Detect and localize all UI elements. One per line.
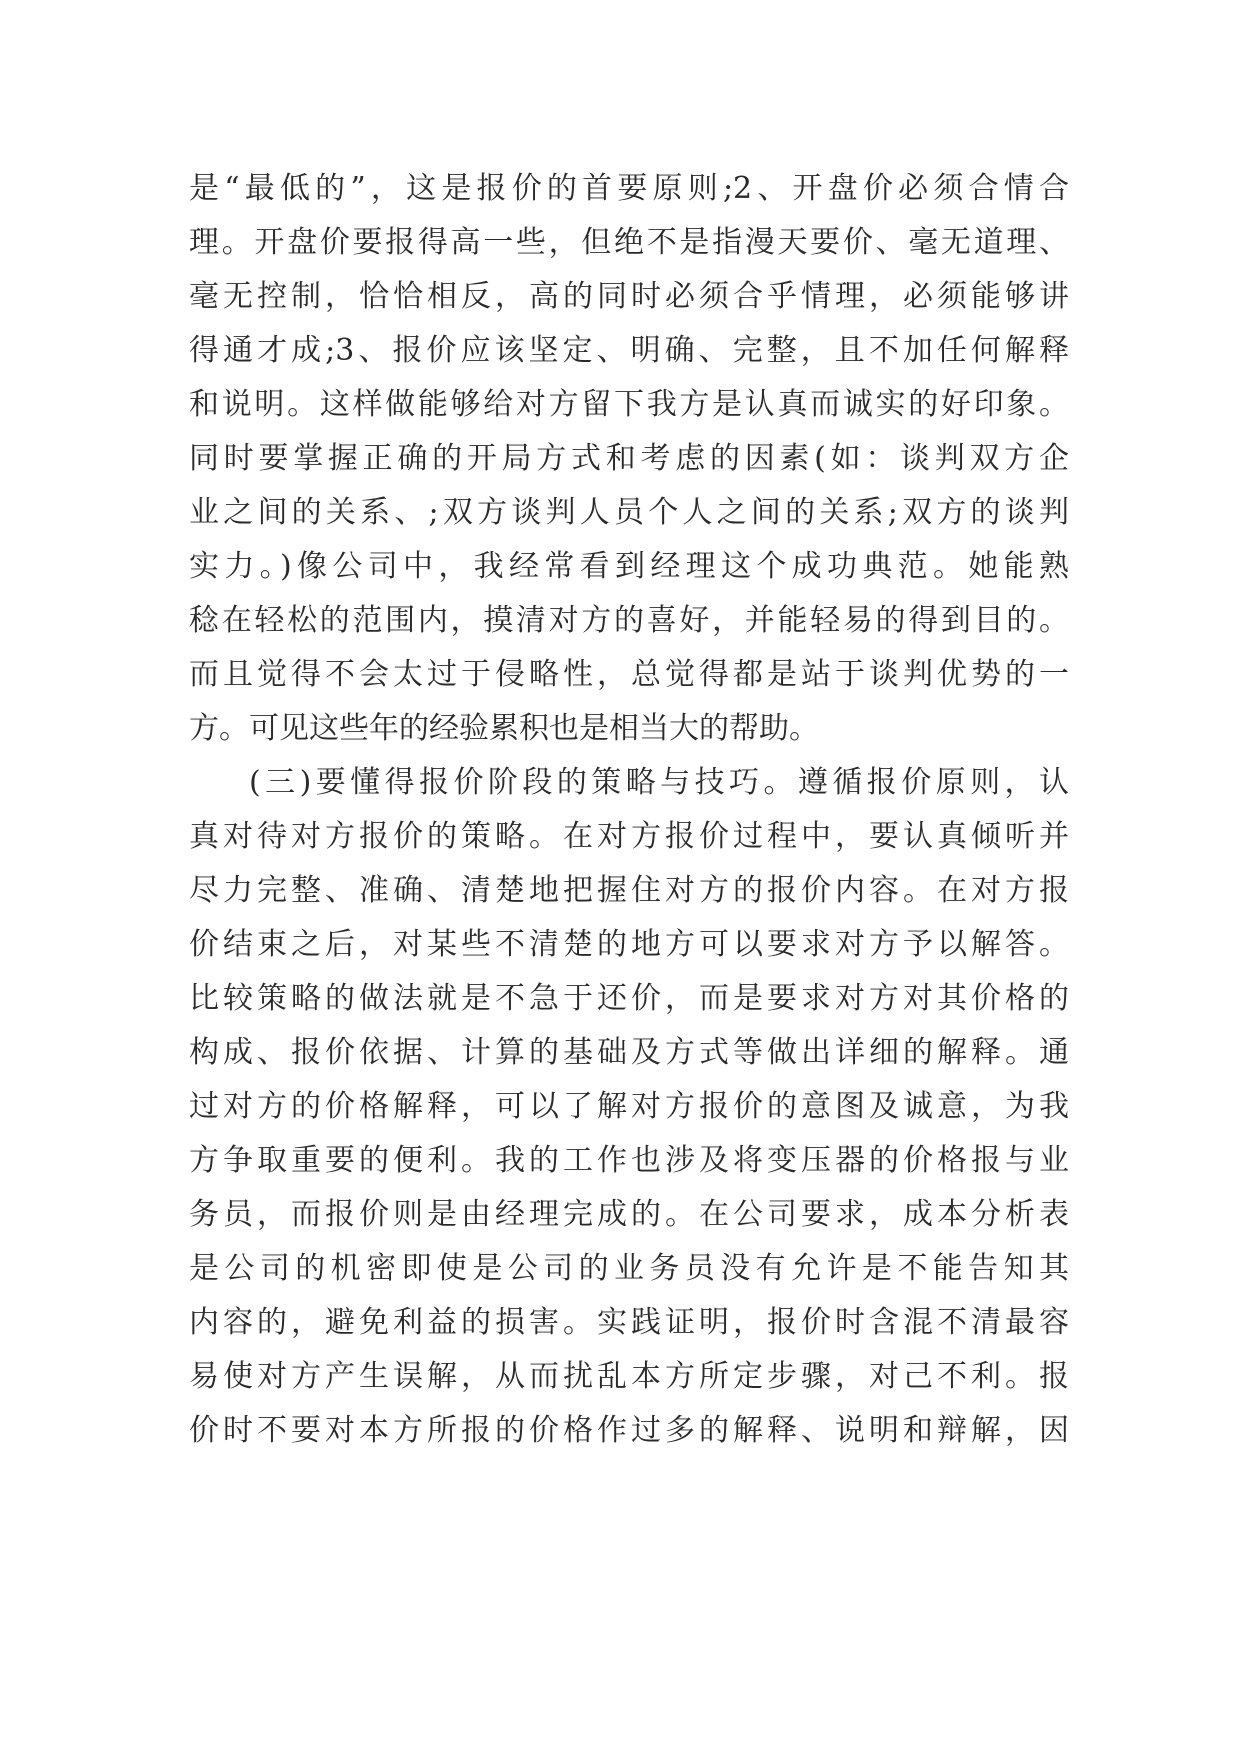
text-line: 内容的，避免利益的损害。实践证明，报价时含混不清最容 [189, 1305, 1069, 1340]
text-line: 易使对方产生误解，从而扰乱本方所定步骤，对己不利。报 [189, 1359, 1069, 1394]
paragraph-start-line: (三)要懂得报价阶段的策略与技巧。遵循报价原则，认 [249, 765, 1069, 800]
text-line: 理。开盘价要报得高一些，但绝不是指漫天要价、毫无道理、 [189, 225, 1069, 260]
text-line: 和说明。这样做能够给对方留下我方是认真而诚实的好印象。 [189, 387, 1069, 422]
text-line: 过对方的价格解释，可以了解对方报价的意图及诚意，为我 [189, 1089, 1069, 1124]
text-line: 真对待对方报价的策略。在对方报价过程中，要认真倾听并 [189, 819, 1069, 854]
text-line: 而且觉得不会太过于侵略性，总觉得都是站于谈判优势的一 [189, 657, 1069, 692]
text-line: 务员，而报价则是由经理完成的。在公司要求，成本分析表 [189, 1197, 1069, 1232]
text-line: 价结束之后，对某些不清楚的地方可以要求对方予以解答。 [189, 927, 1069, 962]
text-line: 稔在轻松的范围内，摸清对方的喜好，并能轻易的得到目的。 [189, 603, 1069, 638]
text-line: 同时要掌握正确的开局方式和考虑的因素(如：谈判双方企 [189, 441, 1069, 476]
text-line: 业之间的关系、;双方谈判人员个人之间的关系;双方的谈判 [189, 495, 1069, 530]
text-line: 尽力完整、准确、清楚地把握住对方的报价内容。在对方报 [189, 873, 1069, 908]
text-line: 方。可见这些年的经验累积也是相当大的帮助。 [189, 711, 819, 746]
text-line: 方争取重要的便利。我的工作也涉及将变压器的价格报与业 [189, 1143, 1069, 1178]
text-line: 是“最低的”，这是报价的首要原则;2、开盘价必须合情合 [189, 171, 1069, 206]
text-line: 比较策略的做法就是不急于还价，而是要求对方对其价格的 [189, 981, 1069, 1016]
text-line: 实力。)像公司中，我经常看到经理这个成功典范。她能熟 [189, 549, 1069, 584]
text-line: 价时不要对本方所报的价格作过多的解释、说明和辩解，因 [189, 1413, 1069, 1448]
text-line: 得通才成;3、报价应该坚定、明确、完整，且不加任何解释 [189, 333, 1069, 368]
text-line: 毫无控制，恰恰相反，高的同时必须合乎情理，必须能够讲 [189, 279, 1069, 314]
text-line: 构成、报价依据、计算的基础及方式等做出详细的解释。通 [189, 1035, 1069, 1070]
text-line: 是公司的机密即使是公司的业务员没有允许是不能告知其 [189, 1251, 1069, 1286]
body-text [189, 162, 1069, 1458]
